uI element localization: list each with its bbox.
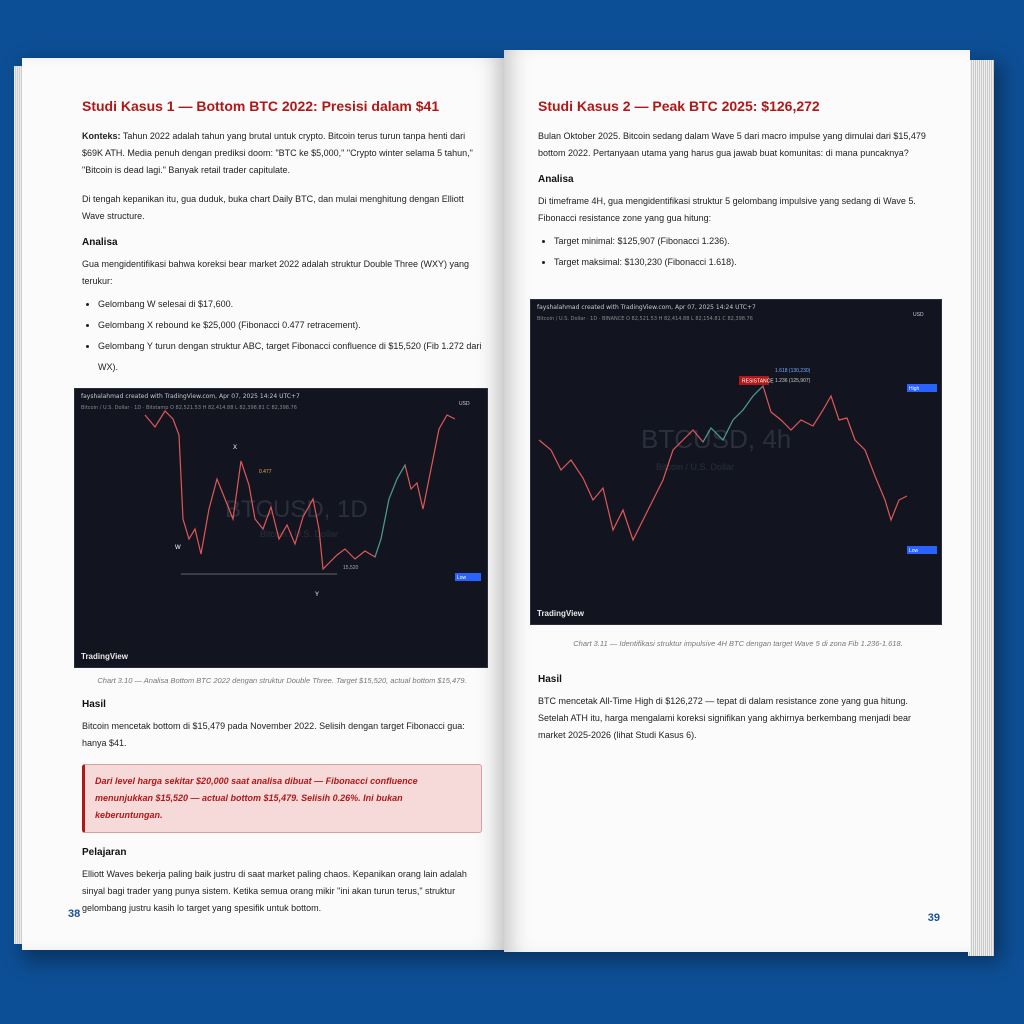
chart-caption: Chart 3.11 — Identifikasi struktur impulsive 4H BTC dengan target Wave 5 di zona Fib 1.236-1.618. bbox=[573, 639, 903, 648]
bullet-item: • Gelombang X rebound ke $25,000 (Fibonacci 0.477 retracement). bbox=[98, 315, 482, 336]
wave-bullet-list bbox=[82, 294, 482, 378]
price-line-recovery bbox=[375, 465, 405, 557]
price-axis bbox=[907, 308, 937, 608]
analysis-heading: Analisa bbox=[538, 174, 574, 185]
result-paragraph: BTC mencetak All-Time High di $126,272 — tepat di dalam resistance zone yang gua hitung. Setelah ATH itu, harga mengalami koreksi signifikan yang akhirnya berkembang menjadi bear market 2025-2026 (lihat Studi Kasus 6). bbox=[538, 696, 912, 740]
lesson-paragraph: Elliott Waves bekerja paling baik justru di saat market paling chaos. Kepanikan orang lain adalah sinyal bagi trader yang punya sistem. Ketika semua orang mikir "ini akan turun terus," struktur gelombang justru kasih lo target yang spesifik untuk bottom. bbox=[82, 869, 467, 913]
callout-text: Dari level harga sekitar $20,000 saat analisa dibuat — Fibonacci confluence menunjukkan $15,520 — actual bottom $15,479. Selisih 0.26%. Ini bukan keberuntungan. bbox=[95, 776, 418, 820]
btc-daily-chart-plot bbox=[75, 389, 487, 667]
low-badge-label: Low bbox=[909, 548, 919, 554]
wave-label-y: Y bbox=[315, 592, 320, 598]
analysis-intro: Di timeframe 4H, gua mengidentifikasi struktur 5 gelombang impulsive yang sedang di Wave 5. Fibonacci resistance zone yang gua hitung: bbox=[538, 196, 916, 223]
bullet-item: • Target maksimal: $130,230 (Fibonacci 1.618). bbox=[554, 252, 938, 273]
chart-symbol-line: Bitcoin / U.S. Dollar · 1D · BINANCE O 82,521.53 H 82,414.88 L 82,154.81 C 82,398.76 bbox=[537, 316, 753, 322]
axis-currency: USD bbox=[459, 401, 470, 407]
fib-label-target: 15,520 bbox=[343, 565, 359, 571]
right-page-content bbox=[538, 98, 938, 756]
fib-1236-label: 1.236 (125,907) bbox=[775, 378, 811, 384]
chart-watermark: BTCUSD, 4h bbox=[641, 424, 792, 454]
right-page bbox=[504, 50, 970, 952]
intro-paragraph: Bulan Oktober 2025. Bitcoin sedang dalam Wave 5 dari macro impulse yang dimulai dari $15,479 bottom 2022. Pertanyaan utama yang harus gua jawab buat komunitas: di mana puncaknya? bbox=[538, 131, 926, 158]
btc-daily-chart bbox=[74, 388, 488, 668]
btc-4h-chart bbox=[530, 299, 942, 625]
page-number: 38 bbox=[68, 908, 81, 920]
highlight-callout bbox=[82, 764, 482, 833]
wave-label-w: W bbox=[175, 545, 181, 551]
wave-label-x: X bbox=[233, 445, 238, 451]
analysis-intro: Gua mengidentifikasi bahwa koreksi bear market 2022 adalah struktur Double Three (WXY) yang terukur: bbox=[82, 259, 470, 286]
low-badge-label: Low bbox=[457, 575, 467, 581]
fib-1618-label: 1.618 (130,230) bbox=[775, 368, 811, 374]
result-heading: Hasil bbox=[538, 674, 562, 685]
tradingview-logo: TradingView bbox=[81, 652, 128, 661]
context-paragraph bbox=[82, 128, 482, 179]
bullet-item: • Gelombang W selesai di $17,600. bbox=[98, 294, 482, 315]
price-axis bbox=[455, 397, 481, 655]
btc-4h-chart-plot bbox=[531, 300, 941, 624]
chart-watermark-sub: Bitcoin / U.S. Dollar bbox=[656, 462, 735, 472]
high-badge-label: High bbox=[909, 386, 920, 392]
page-edges-right bbox=[968, 60, 994, 956]
page-number: 39 bbox=[927, 912, 940, 924]
bullet-item: • Target minimal: $125,907 (Fibonacci 1.236). bbox=[554, 231, 938, 252]
resistance-label: RESISTANCE bbox=[742, 378, 774, 385]
case-study-2-title: Studi Kasus 2 — Peak BTC 2025: $126,272 bbox=[538, 98, 820, 114]
result-paragraph: Bitcoin mencetak bottom di $15,479 pada November 2022. Selisih dengan target Fibonacci gua: hanya $41. bbox=[82, 721, 465, 748]
left-page-content bbox=[82, 98, 482, 929]
bullet-item: • Gelombang Y turun dengan struktur ABC, target Fibonacci confluence di $15,520 (Fib 1.272 dari WX). bbox=[98, 336, 482, 378]
chart-header: fayshalahmad created with TradingView.com, Apr 07, 2025 14:24 UTC+7 bbox=[81, 393, 300, 400]
chart-symbol-line: Bitcoin / U.S. Dollar · 1D · Bitstamp O 82,521.53 H 82,414.88 L 82,398.81 C 82,398.76 bbox=[81, 405, 297, 411]
context-label: Konteks: bbox=[82, 131, 121, 141]
price-line bbox=[145, 411, 455, 569]
intro-paragraph-2: Di tengah kepanikan itu, gua duduk, buka chart Daily BTC, dan mulai menghitung dengan Elliott Wave structure. bbox=[82, 194, 464, 221]
chart-caption: Chart 3.10 — Analisa Bottom BTC 2022 dengan struktur Double Three. Target $15,520, actual bottom $15,479. bbox=[97, 676, 467, 685]
left-page bbox=[22, 58, 504, 950]
target-bullet-list bbox=[538, 231, 938, 273]
chart-header: fayshalahmad created with TradingView.com, Apr 07, 2025 14:24 UTC+7 bbox=[537, 304, 756, 311]
result-heading: Hasil bbox=[82, 699, 106, 710]
chart-watermark: BTCUSD, 1D bbox=[225, 496, 368, 523]
axis-currency: USD bbox=[913, 312, 924, 318]
lesson-heading: Pelajaran bbox=[82, 847, 127, 858]
tradingview-logo: TradingView bbox=[537, 609, 584, 618]
fib-label-0477: 0.477 bbox=[259, 469, 272, 475]
analysis-heading: Analisa bbox=[82, 237, 118, 248]
chart-watermark-sub: Bitcoin / U.S. Dollar bbox=[260, 529, 339, 539]
context-text: Tahun 2022 adalah tahun yang brutal untuk crypto. Bitcoin terus turun tanpa henti dari $69K ATH. Media penuh dengan prediksi doom: "BTC ke $5,000," "Crypto winter selama 5 tahun," "Bitcoin is dead lagi." Banyak retail trader capitulate. bbox=[82, 131, 473, 175]
case-study-1-title: Studi Kasus 1 — Bottom BTC 2022: Presisi dalam $41 bbox=[82, 98, 440, 114]
